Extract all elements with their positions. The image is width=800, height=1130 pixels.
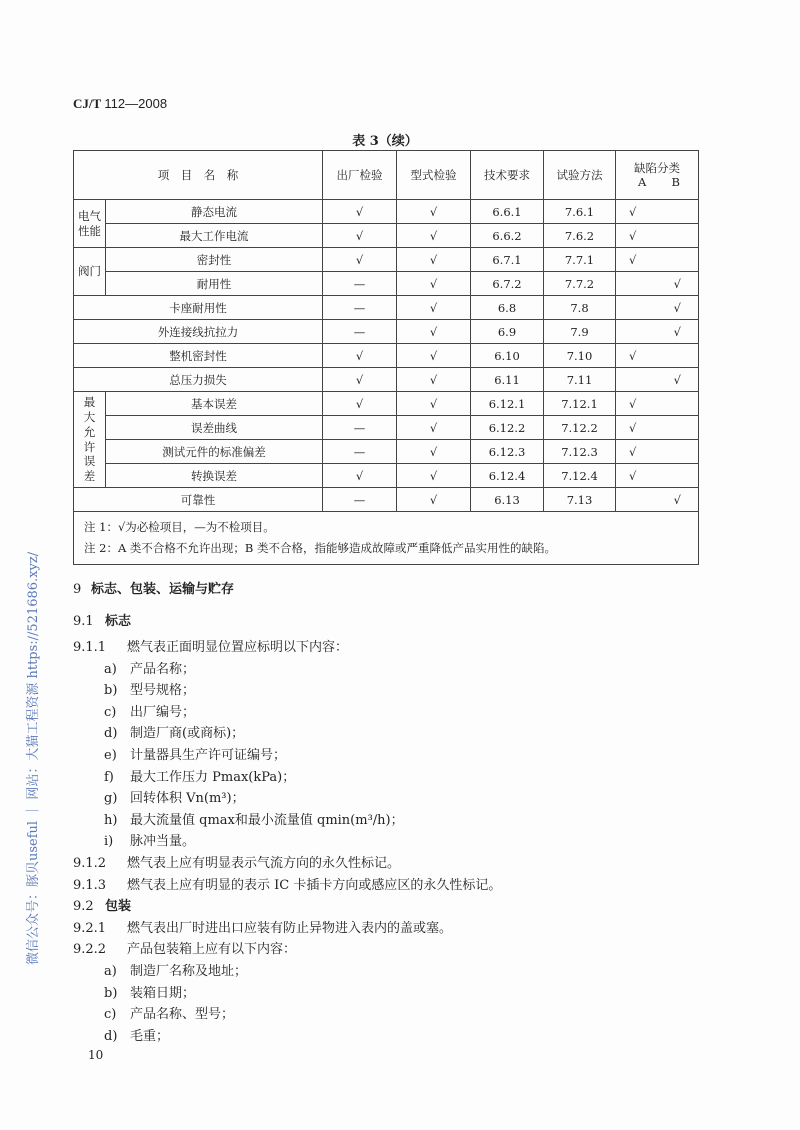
table-header-row	[74, 151, 699, 200]
section-heading: 9.1 标志	[73, 614, 132, 629]
defect-class: √	[616, 464, 699, 488]
test-method: 7.12.3	[544, 440, 616, 464]
factory-check: √	[323, 248, 397, 272]
header-defect: 缺陷分类 A B	[616, 151, 699, 200]
table-row	[74, 248, 699, 272]
defect-class: √	[616, 224, 699, 248]
defect-class: √	[616, 440, 699, 464]
defect-class: √	[616, 320, 699, 344]
factory-check: √	[323, 368, 397, 392]
list-item: h) 最大流量值 qmax和最小流量值 qmin(m³/h)；	[104, 813, 404, 828]
header-tech: 技术要求	[471, 151, 544, 200]
table-row	[74, 344, 699, 368]
list-item: i) 脉冲当量。	[104, 834, 196, 849]
list-item: g) 回转体积 Vn(m³)；	[104, 791, 245, 806]
list-item: d) 制造厂商(或商标)；	[104, 726, 245, 741]
list-item: a) 产品名称；	[104, 662, 196, 677]
table-title: 表 3（续）	[352, 134, 418, 149]
table-row	[74, 320, 699, 344]
defect-class: √	[616, 488, 699, 512]
item-name: 静态电流	[106, 200, 323, 224]
factory-check: √	[323, 392, 397, 416]
factory-check: —	[323, 272, 397, 296]
factory-check: —	[323, 296, 397, 320]
item-name: 卡座耐用性	[74, 296, 323, 320]
table-row	[74, 296, 699, 320]
section-heading: 9.2 包装	[73, 899, 132, 914]
list-item: f) 最大工作压力 Pmax(kPa)；	[104, 770, 296, 785]
list-item: d) 毛重；	[104, 1029, 170, 1044]
table-row	[74, 488, 699, 512]
defect-class: √	[616, 368, 699, 392]
test-method: 7.9	[544, 320, 616, 344]
type-check: √	[397, 296, 471, 320]
factory-check: —	[323, 440, 397, 464]
test-method: 7.12.4	[544, 464, 616, 488]
table-row	[74, 368, 699, 392]
defect-class: √	[616, 416, 699, 440]
tech-requirement: 6.8	[471, 296, 544, 320]
type-check: √	[397, 200, 471, 224]
row-group: 最大允许误差	[74, 392, 106, 488]
tech-requirement: 6.11	[471, 368, 544, 392]
test-method: 7.12.2	[544, 416, 616, 440]
tech-requirement: 6.12.3	[471, 440, 544, 464]
item-name: 最大工作电流	[106, 224, 323, 248]
type-check: √	[397, 224, 471, 248]
type-check: √	[397, 368, 471, 392]
test-method: 7.6.2	[544, 224, 616, 248]
test-method: 7.7.2	[544, 272, 616, 296]
type-check: √	[397, 248, 471, 272]
table-row	[74, 272, 699, 296]
item-name: 外连接线抗拉力	[74, 320, 323, 344]
test-method: 7.6.1	[544, 200, 616, 224]
item-name: 耐用性	[106, 272, 323, 296]
factory-check: √	[323, 464, 397, 488]
standard-number: CJ/T 112—2008	[73, 96, 168, 111]
clause: 9.1.2 燃气表上应有明显表示气流方向的永久性标记。	[73, 856, 401, 871]
list-item: b) 型号规格；	[104, 683, 196, 698]
list-item: c) 产品名称、型号；	[104, 1007, 235, 1022]
test-method: 7.11	[544, 368, 616, 392]
item-name: 可靠性	[74, 488, 323, 512]
item-name: 误差曲线	[106, 416, 323, 440]
test-method: 7.7.1	[544, 248, 616, 272]
factory-check: √	[323, 344, 397, 368]
table-row	[74, 464, 699, 488]
factory-check: —	[323, 416, 397, 440]
header-item: 项 目 名 称	[74, 151, 323, 200]
factory-check: —	[323, 320, 397, 344]
tech-requirement: 6.12.1	[471, 392, 544, 416]
type-check: √	[397, 272, 471, 296]
tech-requirement: 6.7.2	[471, 272, 544, 296]
tech-requirement: 6.10	[471, 344, 544, 368]
item-name: 总压力损失	[74, 368, 323, 392]
table-row	[74, 416, 699, 440]
page-number: 10	[88, 1048, 104, 1062]
type-check: √	[397, 320, 471, 344]
defect-class: √	[616, 248, 699, 272]
list-item: e) 计量器具生产许可证编号；	[104, 748, 287, 763]
table-notes: 注 1：√为必检项目，—为不检项目。 注 2：A 类不合格不允许出现；B 类不合格，指能够造成故障或严重降低产品实用性的缺陷。	[74, 512, 699, 565]
list-item: b) 装箱日期；	[104, 986, 196, 1001]
clause: 9.1.3 燃气表上应有明显的表示 IC 卡插卡方向或感应区的永久性标记。	[73, 878, 502, 893]
inspection-table	[73, 150, 699, 565]
clause: 9.2.1 燃气表出厂时进出口应装有防止异物进入表内的盖或塞。	[73, 921, 453, 936]
header-type: 型式检验	[397, 151, 471, 200]
type-check: √	[397, 344, 471, 368]
type-check: √	[397, 488, 471, 512]
test-method: 7.12.1	[544, 392, 616, 416]
clause: 9.1.1 燃气表正面明显位置应标明以下内容：	[73, 640, 349, 655]
header-method: 试验方法	[544, 151, 616, 200]
defect-class: √	[616, 200, 699, 224]
test-method: 7.10	[544, 344, 616, 368]
type-check: √	[397, 416, 471, 440]
item-name: 基本误差	[106, 392, 323, 416]
tech-requirement: 6.13	[471, 488, 544, 512]
tech-requirement: 6.12.2	[471, 416, 544, 440]
tech-requirement: 6.6.1	[471, 200, 544, 224]
list-item: c) 出厂编号；	[104, 705, 196, 720]
table-row	[74, 200, 699, 224]
type-check: √	[397, 464, 471, 488]
factory-check: —	[323, 488, 397, 512]
header-factory: 出厂检验	[323, 151, 397, 200]
tech-requirement: 6.9	[471, 320, 544, 344]
tech-requirement: 6.12.4	[471, 464, 544, 488]
type-check: √	[397, 392, 471, 416]
test-method: 7.8	[544, 296, 616, 320]
clause: 9.2.2 产品包装箱上应有以下内容：	[73, 942, 297, 957]
item-name: 密封性	[106, 248, 323, 272]
row-group: 电气性能	[74, 200, 106, 248]
table-row	[74, 440, 699, 464]
tech-requirement: 6.6.2	[471, 224, 544, 248]
defect-class: √	[616, 344, 699, 368]
item-name: 整机密封性	[74, 344, 323, 368]
factory-check: √	[323, 200, 397, 224]
item-name: 转换误差	[106, 464, 323, 488]
factory-check: √	[323, 224, 397, 248]
defect-class: √	[616, 296, 699, 320]
defect-class: √	[616, 392, 699, 416]
list-item: a) 制造厂名称及地址；	[104, 964, 248, 979]
test-method: 7.13	[544, 488, 616, 512]
section-heading: 9 标志、包装、运输与贮存	[73, 582, 235, 597]
item-name: 测试元件的标准偏差	[106, 440, 323, 464]
type-check: √	[397, 440, 471, 464]
tech-requirement: 6.7.1	[471, 248, 544, 272]
watermark: 微信公众号：豚贝useful ｜ 网站：大猫工程资源 https://521686.xyz/	[26, 551, 41, 965]
table-row	[74, 224, 699, 248]
defect-class: √	[616, 272, 699, 296]
table-row	[74, 392, 699, 416]
row-group: 阀门	[74, 248, 106, 296]
